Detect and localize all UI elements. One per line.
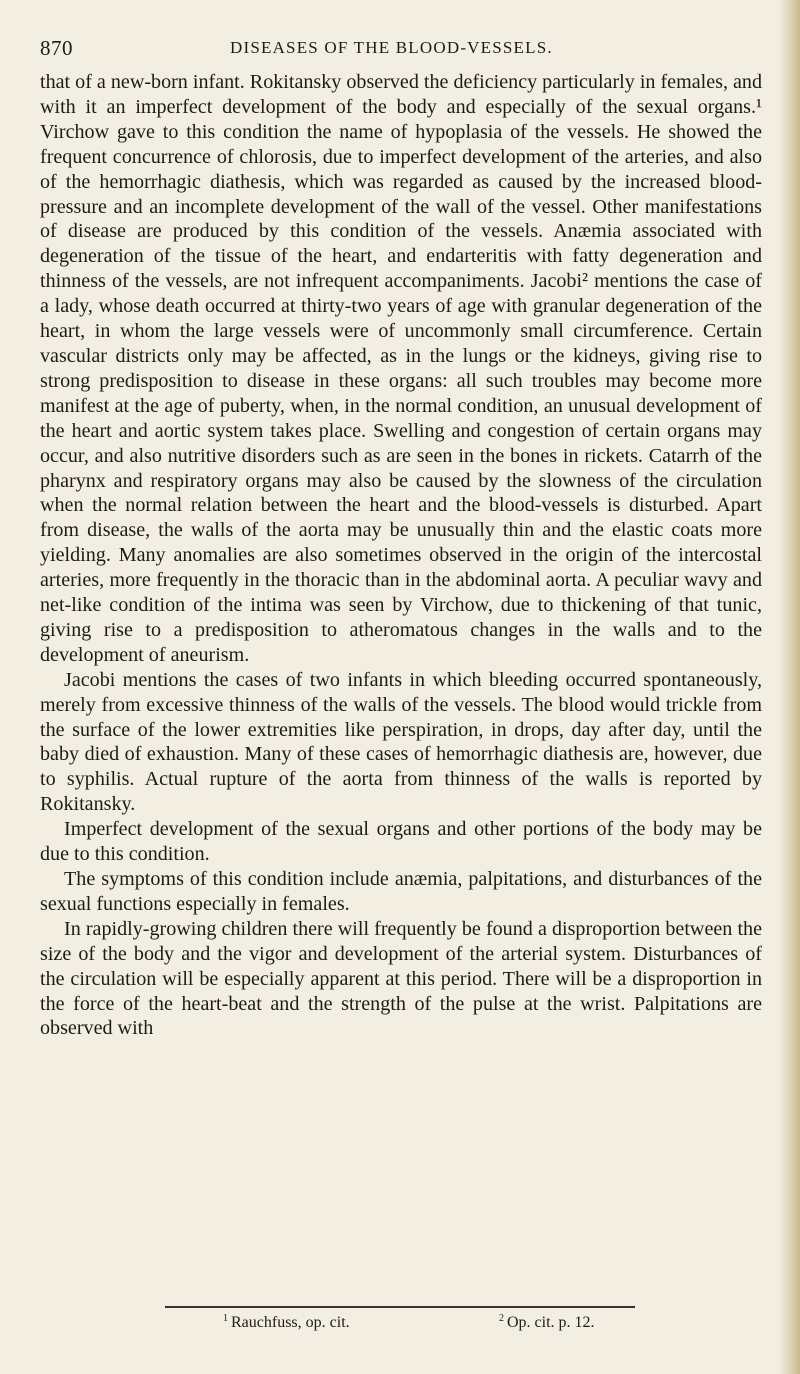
running-head: DISEASES OF THE BLOOD-VESSELS.: [230, 38, 553, 57]
footnote-2: [499, 1314, 595, 1332]
footnote-1: [223, 1314, 350, 1332]
page-number: 870: [40, 36, 73, 60]
footnotes: [223, 1314, 723, 1336]
footnote-marker: 2: [499, 1312, 504, 1324]
footnote-marker: 1: [223, 1312, 228, 1324]
page-header: [40, 36, 760, 60]
paragraph: The symptoms of this condition include anæmia, palpitations, and disturbances of the sexual functions especially in females.: [40, 868, 762, 915]
footnote-text: Op. cit. p. 12.: [507, 1314, 595, 1331]
paragraph: that of a new-born infant. Rokitansky observed the deficiency particularly in females, and with it an imperfect development of the body and especially of the sexual organs.¹ Virchow gave to this condition the name of hypoplasia of the vessels. He showed the frequent concurrence of chlorosis, due to imperfect development of the arteries, and also of the hemorrhagic diathesis, which was regarded as caused by the increased blood-pressure and an incomplete development of the wall of the vessel. Other manifestations of disease are produced by this condition of the vessels. Anæmia associated with degeneration of the tissue of the heart, and endarteritis with fatty degeneration and thinness of the vessels, are not infrequent accompaniments. Jacobi² mentions the case of a lady, whose death occurred at thirty-two years of age with granular degeneration of the heart, in whom the large vessels were of uncommonly small circumference. Certain vascular districts only may be affected, as in the lungs or the kidneys, giving rise to strong predisposition to disease in these organs: all such troubles may become more manifest at the age of puberty, when, in the normal condition, an unusual development of the heart and aortic system takes place. Swelling and congestion of certain organs may occur, and also nutritive disorders such as are seen in the bones in rickets. Catarrh of the pharynx and respiratory organs may also be caused by the slowness of the circulation when the normal relation between the heart and the blood-vessels is disturbed. Apart from disease, the walls of the aorta may be unusually thin and the elastic coats more yielding. Many anomalies are also sometimes observed in the origin of the intercostal arteries, more frequently in the thoracic than in the abdominal aorta. A peculiar wavy and net-like condition of the intima was seen by Virchow, due to thickening of that tunic, giving rise to a predisposition to atheromatous changes in the walls and to the development of aneurism.: [40, 71, 763, 666]
paragraph: In rapidly-growing children there will frequently be found a disproportion between the size of the body and the vigor and development of the arterial system. Disturbances of the circulation will be especially apparent at this period. There will be a disproportion in the force of the heart-beat and the strength of the pulse at the wrist. Palpitations are observed with: [40, 917, 762, 1040]
footnote-text: Rauchfuss, op. cit.: [231, 1314, 350, 1331]
paragraph: Jacobi mentions the cases of two infants in which bleeding occurred spontaneously, merely from excessive thinness of the walls of the vessels. The blood would trickle from the surface of the lower extremities like perspiration, in drops, day after day, until the baby died of exhaustion. Many of these cases of hemorrhagic diathesis are, however, due to syphilis. Actual rupture of the aorta from thinness of the walls is reported by Rokitansky.: [40, 668, 762, 816]
footnote-rule: [165, 1306, 635, 1308]
body-text: [40, 70, 762, 1041]
paragraph: Imperfect development of the sexual organs and other portions of the body may be due to this condition.: [40, 818, 762, 866]
page-edge-shadow: [778, 0, 800, 1374]
